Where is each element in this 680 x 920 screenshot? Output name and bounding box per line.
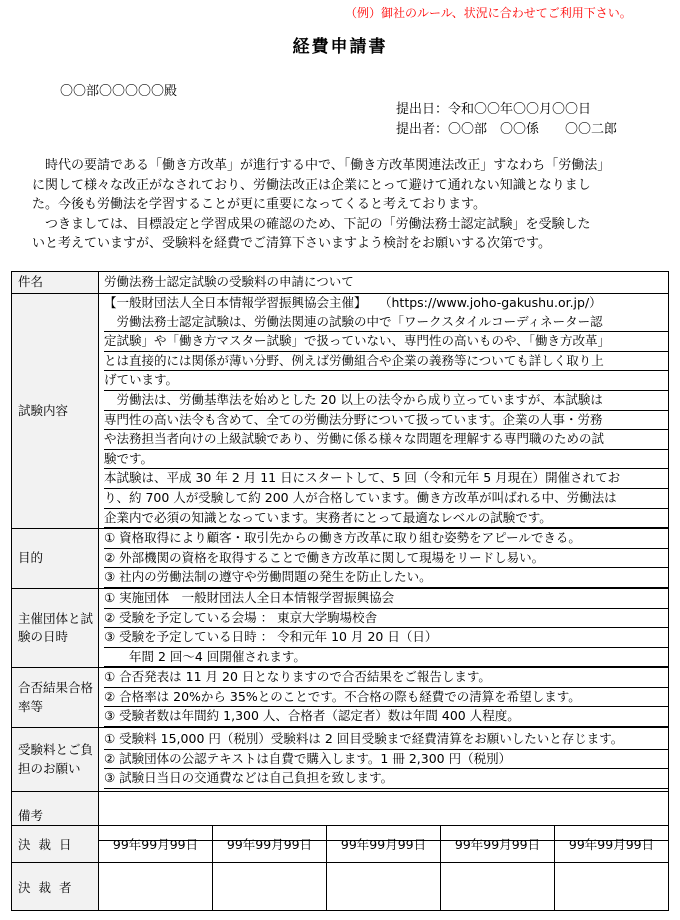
row-exam-content (12, 294, 669, 529)
row-value[interactable] (99, 728, 669, 792)
intro-line: つきましては、目標設定と学習成果の確認のため、下記の「労働法務士認定試験」を受験した (32, 216, 591, 232)
row-line: とは直接的には関係が薄い分野、例えば労働組合や企業の義務等についても詳しく取り上 (104, 352, 668, 372)
row-value[interactable] (99, 294, 669, 529)
approval-date-cell[interactable]: 99年99月99日 (99, 826, 213, 863)
row-line: ② 外部機関の資格を取得することで働き方改革に関して現場をリードし易い。 (104, 549, 668, 569)
row-line: 労働法務士認定試験の受験料の申請について (104, 274, 354, 290)
approval-date-label: 決裁日 (12, 826, 99, 863)
addressee: 〇〇部〇〇〇〇〇殿 (60, 84, 178, 99)
row-result-pass-rate (12, 668, 669, 728)
document-title: 経費申請書 (292, 37, 388, 57)
row-line: 【一般財団法人全日本情報学習振興協会主催】 （https://www.joho-gakushu.or.jp/） (104, 295, 602, 310)
row-label: 主催団体と試験の日時 (12, 588, 99, 667)
row-line: ② 合格率は 20%から 35%とのことです。不合格の際も経費での清算を希望します。 (104, 688, 668, 708)
row-line: ③ 受験者数は年間約 1,300 人、合格者（認定者）数は年間 400 人程度。 (104, 707, 668, 727)
row-line: ③ 受験を予定している日時 ： 令和元年 10 月 20 日（日） (104, 628, 668, 648)
application-table (11, 271, 669, 841)
approver-cell[interactable] (213, 863, 327, 911)
row-fee-request (12, 728, 669, 792)
approval-date-cell[interactable]: 99年99月99日 (441, 826, 555, 863)
row-line: 専門性の高い法令も含めて、全ての労働法分野について扱っています。企業の人事・労務 (104, 411, 668, 431)
row-line: り、約 700 人が受験して約 200 人が合格しています。働き方改革が叫ばれる中、労働法は (104, 489, 668, 509)
row-line: ③ 試験日当日の交通費などは自己負担を致します。 (104, 769, 668, 789)
row-label: 目的 (12, 529, 99, 589)
row-line: 企業内で必須の知識となっています。実務者にとって最適なレベルの試験です。 (104, 509, 668, 529)
intro-line: 時代の要請である「働き方改革」が進行する中で、「働き方改革関連法改正」すなわち「労働法」 (32, 158, 611, 173)
approver-row (12, 863, 669, 911)
row-label: 試験内容 (12, 294, 99, 529)
row-line: ① 受験料 15,000 円（税別）受験料は 2 回目受験まで経費清算をお願いしたいと存じます。 (104, 730, 668, 750)
submit-date: 提出日：令和〇〇年〇〇月〇〇日 (396, 102, 592, 117)
row-line: や法務担当者向けの上級試験であり、労働に係る様々な問題を理解する専門職のための試 (104, 430, 668, 450)
row-purpose (12, 529, 669, 589)
submitter: 提出者：〇〇部 〇〇係 〇〇二郎 (396, 122, 618, 137)
row-line: げています。 (104, 371, 668, 391)
approver-cell[interactable] (441, 863, 555, 911)
row-line: ① 合否発表は 11 月 20 日となりますので合否結果をご報告します。 (104, 668, 668, 688)
intro-paragraph (32, 156, 610, 254)
row-label: 件名 (12, 272, 99, 294)
row-line: 定試験」や「働き方マスター試験」で扱っていない、専門性の高いものや、「働き方改革」 (104, 332, 668, 352)
row-line: ② 試験団体の公認テキストは自費で購入します。1 冊 2,300 円（税別） (104, 750, 668, 770)
row-line: 年間 2 回～4 回開催されます。 (104, 648, 668, 668)
row-line: ② 受験を予定している会場 ： 東京大学駒場校舎 (104, 609, 668, 629)
row-organizer-schedule (12, 588, 669, 667)
intro-line: いと考えていますが、受験料を経費でご清算下さいますよう検討をお願いする次第です。 (32, 236, 551, 251)
row-label: 合否結果合格率等 (12, 668, 99, 728)
row-line: ③ 社内の労働法制の遵守や労働問題の発生を防止したい。 (104, 568, 668, 588)
row-line: 労働法は、労働基準法を始めとした 20 以上の法令から成り立っていますが、本試験は (104, 391, 668, 411)
row-value[interactable] (99, 588, 669, 667)
approver-cell[interactable] (99, 863, 213, 911)
row-line: ① 資格取得により顧客・取引先からの働き方改革に取り組む姿勢をアピールできる。 (104, 529, 668, 549)
row-value[interactable] (99, 668, 669, 728)
row-label: 受験料とご負担のお願い (12, 728, 99, 792)
row-value[interactable] (99, 272, 669, 294)
row-line: 労働法務士認定試験は、労働法関連の試験の中で「ワークスタイルコーディネーター認 (104, 313, 668, 333)
row-line: ① 実施団体 一般財団法人全日本情報学習振興協会 (104, 589, 668, 609)
approval-date-cell[interactable]: 99年99月99日 (213, 826, 327, 863)
approval-date-row (12, 826, 669, 863)
intro-line: に関して様々な改正がなされており、労働法改正は企業にとって避けて通れない知識となりまし (32, 177, 591, 193)
approver-cell[interactable] (327, 863, 441, 911)
approval-date-cell[interactable]: 99年99月99日 (555, 826, 669, 863)
usage-note: （例）御社のルール、状況に合わせてご利用下さい。 (345, 6, 632, 20)
intro-line: た。今後も労働法を学習することが更に重要になってくると考えております。 (32, 197, 486, 212)
row-value[interactable] (99, 529, 669, 589)
row-label: 備考 (12, 792, 99, 841)
row-line: 験です。 (104, 450, 668, 470)
approval-date-cell[interactable]: 99年99月99日 (327, 826, 441, 863)
row-line: 本試験は、平成 30 年 2 月 11 日にスタートして、5 回（令和元年 5 月現在）開催されてお (104, 469, 668, 489)
row-subject (12, 272, 669, 294)
approver-cell[interactable] (555, 863, 669, 911)
approval-table (11, 825, 669, 911)
approver-label: 決裁者 (12, 863, 99, 911)
